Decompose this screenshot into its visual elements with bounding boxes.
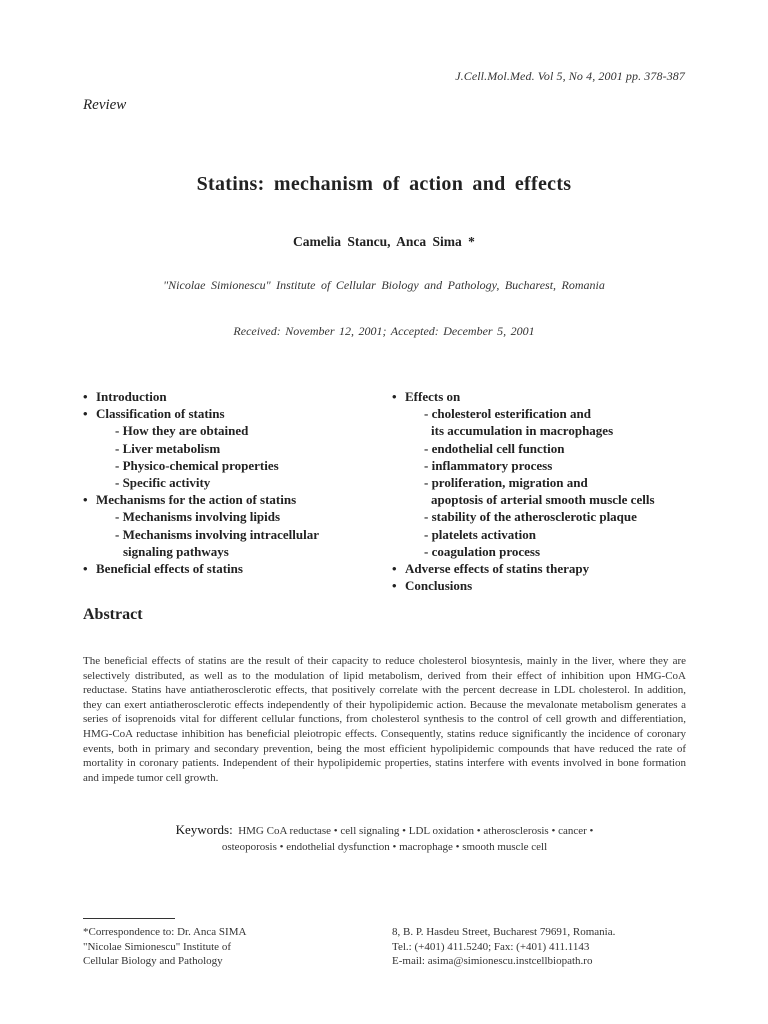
contact-footnote xyxy=(392,925,615,969)
footnote-email: E-mail: asima@simionescu.instcellbiopath.ro xyxy=(392,955,593,967)
bullet-icon: • xyxy=(392,560,397,576)
journal-citation: J.Cell.Mol.Med. Vol 5, No 4, 2001 pp. 378-387 xyxy=(455,69,685,83)
toc-item: • Mechanisms for the action of statins xyxy=(83,492,297,508)
keywords-line-1 xyxy=(83,822,686,839)
toc-item: • Effects on xyxy=(392,389,461,404)
footnote-line: "Nicolae Simionescu" Institute of xyxy=(83,940,231,953)
keywords-list-1: HMG CoA reductase • cell signaling • LDL oxidation • atherosclerosis • cancer • xyxy=(238,825,594,837)
article-authors: Camelia Stancu, Anca Sima * xyxy=(293,234,475,249)
keywords-line-2: osteoporosis • endothelial dysfunction • macrophage • smooth muscle cell xyxy=(221,841,548,853)
section-label: Review xyxy=(83,97,127,113)
toc-subitem: - Specific activity xyxy=(115,474,211,490)
toc-subitem: - Mechanisms involving lipids xyxy=(115,509,281,525)
bullet-icon: • xyxy=(83,560,88,576)
toc-subitem: - Physico-chemical properties xyxy=(115,457,279,473)
toc-item: • Beneficial effects of statins xyxy=(83,560,243,576)
keywords-block xyxy=(83,822,686,855)
footnote-phone-fax: Tel.: (+401) 411.5240; Fax: (+401) 411.1143 xyxy=(392,940,590,953)
toc-subitem: - stability of the atherosclerotic plaque xyxy=(424,509,637,525)
toc-item: • Conclusions xyxy=(392,578,473,594)
correspondence-footnote xyxy=(83,925,246,969)
footnote-address: 8, B. P. Hasdeu Street, Bucharest 79691, Romania. xyxy=(392,926,616,938)
toc-subitem: - coagulation process xyxy=(424,543,541,559)
toc-subitem: - How they are obtained xyxy=(115,423,249,439)
bullet-icon: • xyxy=(83,389,88,404)
abstract-heading: Abstract xyxy=(83,606,143,623)
toc-subitem: - cholesterol esterification and xyxy=(424,406,591,422)
toc-subitem-continuation: signaling pathways xyxy=(123,543,229,559)
toc-subitem: - Liver metabolism xyxy=(115,440,221,456)
toc-subitem-continuation: apoptosis of arterial smooth muscle cells xyxy=(431,492,655,508)
bullet-icon: • xyxy=(392,389,397,404)
toc-item: • Introduction xyxy=(83,389,167,404)
abstract-body: The beneficial effects of statins are the result of their capacity to reduce cholesterol biosyntesis, mainly in the liver, where they are selectively distributed, as well as to the modulation of lipid metabolism, derived from their effect of inhibition upon HMG-CoA reductase. Statins have antiatherosclerotic effects, that positively correlate with the percent decrease in LDL cholesterol. In addition, they can exert antiatherosclerotic effects independently of their hypolipidemic action. Because the mevalonate metabolism generates a series of isoprenoids vital for different cellular functions, from cholesterol synthesis to the control of cell growth and differentiation, HMG-CoA reductase inhibition has beneficial pleiotropic effects. Consequently, statins reduce significantly the incidence of coronary events, both in primary and secondary prevention, being the most efficient hypolipidemic compounds that have reduced the rate of mortality in coronary patients. Independent of their hypolipidemic properties, statins interfere with events involved in bone formation and impede tumor cell growth. xyxy=(83,655,686,784)
toc-item: • Classification of statins xyxy=(83,406,225,422)
toc-subitem: - inflammatory process xyxy=(424,457,553,473)
footnote-divider xyxy=(83,918,175,919)
article-title: Statins: mechanism of action and effects xyxy=(196,173,572,195)
bullet-icon: • xyxy=(392,578,397,594)
toc-subitem: - endothelial cell function xyxy=(424,440,565,456)
keywords-label: Keywords xyxy=(175,822,230,837)
bullet-icon: • xyxy=(83,492,88,508)
keywords-colon: : xyxy=(229,822,233,837)
bullet-icon: • xyxy=(83,406,88,422)
footnote-line: *Correspondence to: Dr. Anca SIMA xyxy=(83,926,247,938)
toc-right-column xyxy=(392,388,712,594)
toc-subitem-continuation: its accumulation in macrophages xyxy=(431,423,614,439)
author-affiliation: "Nicolae Simionescu" Institute of Cellular Biology and Pathology, Bucharest, Romania xyxy=(163,278,605,292)
footnote-line: Cellular Biology and Pathology xyxy=(83,955,223,967)
received-accepted-dates: Received: November 12, 2001; Accepted: December 5, 2001 xyxy=(233,324,535,338)
toc-subitem: - platelets activation xyxy=(424,526,536,542)
toc-item: • Adverse effects of statins therapy xyxy=(392,560,590,576)
toc-left-column xyxy=(83,388,383,577)
toc-subitem: - Mechanisms involving intracellular xyxy=(115,526,320,542)
toc-subitem: - proliferation, migration and xyxy=(424,474,588,490)
